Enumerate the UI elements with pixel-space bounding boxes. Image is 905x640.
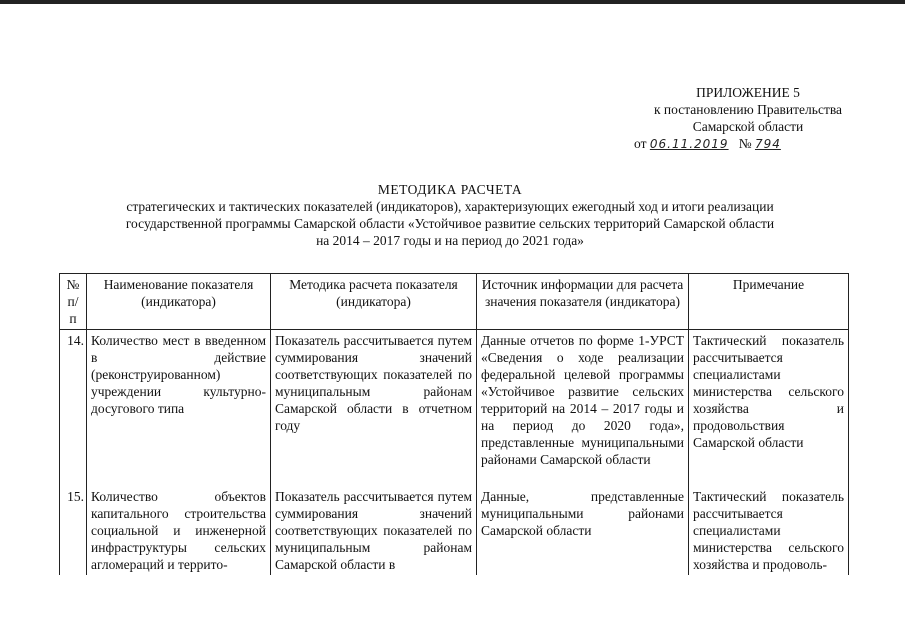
row-information-source: Данные отчетов по форме 1-УРСТ «Сведения о ходе реализации федеральной целевой программы «Устойчивое развитие сельских территорий на 2014 – 2017 годы и на период до 2020 года», представленные муниципальными районами Самарской области xyxy=(477,330,689,483)
table-row xyxy=(60,482,849,575)
appendix-title: ПРИЛОЖЕНИЕ 5 xyxy=(696,85,800,100)
appendix-region-line: Самарской области xyxy=(692,119,804,134)
row-number: 15. xyxy=(60,482,87,575)
date-prefix: от xyxy=(634,136,647,151)
indicators-table xyxy=(59,273,849,575)
header-note: Примечание xyxy=(689,274,849,330)
appendix-date-number-line xyxy=(618,135,878,153)
row-indicator-name: Количество объектов капитального строительства социальной и инженерной инфраструктуры сельских агломераций и террито- xyxy=(87,482,271,575)
appendix-decree-line: к постановлению Правительства xyxy=(653,102,843,117)
table-row xyxy=(60,330,849,483)
row-information-source: Данные, представленные муниципальными районами Самарской области xyxy=(477,482,689,575)
row-note: Тактический показатель рассчитывается специалистами министерства сельского хозяйства и продоволь- xyxy=(689,482,849,575)
row-note: Тактический показатель рассчитывается специалистами министерства сельского хозяйства и продовольствия Самарской области xyxy=(689,330,849,483)
row-calculation-method: Показатель рассчитывается путем суммирования значений соответствующих показателей по муниципальным районам Самарской области в отчетном году xyxy=(271,330,477,483)
date-value: 06.11.2019 xyxy=(649,137,729,151)
number-prefix: № xyxy=(738,136,752,151)
scan-top-edge xyxy=(0,0,905,4)
header-number: № п/п xyxy=(60,274,87,330)
document-subtitle-line-2: государственной программы Самарской области «Устойчивое развитие сельских территорий Самарской области xyxy=(125,216,775,231)
header-information-source: Источник информации для расчета значения показателя (индикатора) xyxy=(477,274,689,330)
appendix-block xyxy=(618,84,878,153)
number-value: 794 xyxy=(754,137,781,151)
row-indicator-name: Количество мест в введенном в действие (реконструированном) учреждении культурно-досугового типа xyxy=(87,330,271,483)
document-subtitle-line-1: стратегических и тактических показателей (индикаторов), характеризующих ежегодный ход и итоги реализации xyxy=(126,199,774,214)
document-title-block xyxy=(60,181,840,249)
header-indicator-name: Наименование показателя (индикатора) xyxy=(87,274,271,330)
row-number: 14. xyxy=(60,330,87,483)
table-header-row xyxy=(60,274,849,330)
header-calculation-method: Методика расчета показателя (индикатора) xyxy=(271,274,477,330)
document-title: МЕТОДИКА РАСЧЕТА xyxy=(377,182,523,197)
document-subtitle-line-3: на 2014 – 2017 годы и на период до 2021 года» xyxy=(316,233,584,248)
row-calculation-method: Показатель рассчитывается путем суммирования значений соответствующих показателей по муниципальным районам Самарской области в xyxy=(271,482,477,575)
